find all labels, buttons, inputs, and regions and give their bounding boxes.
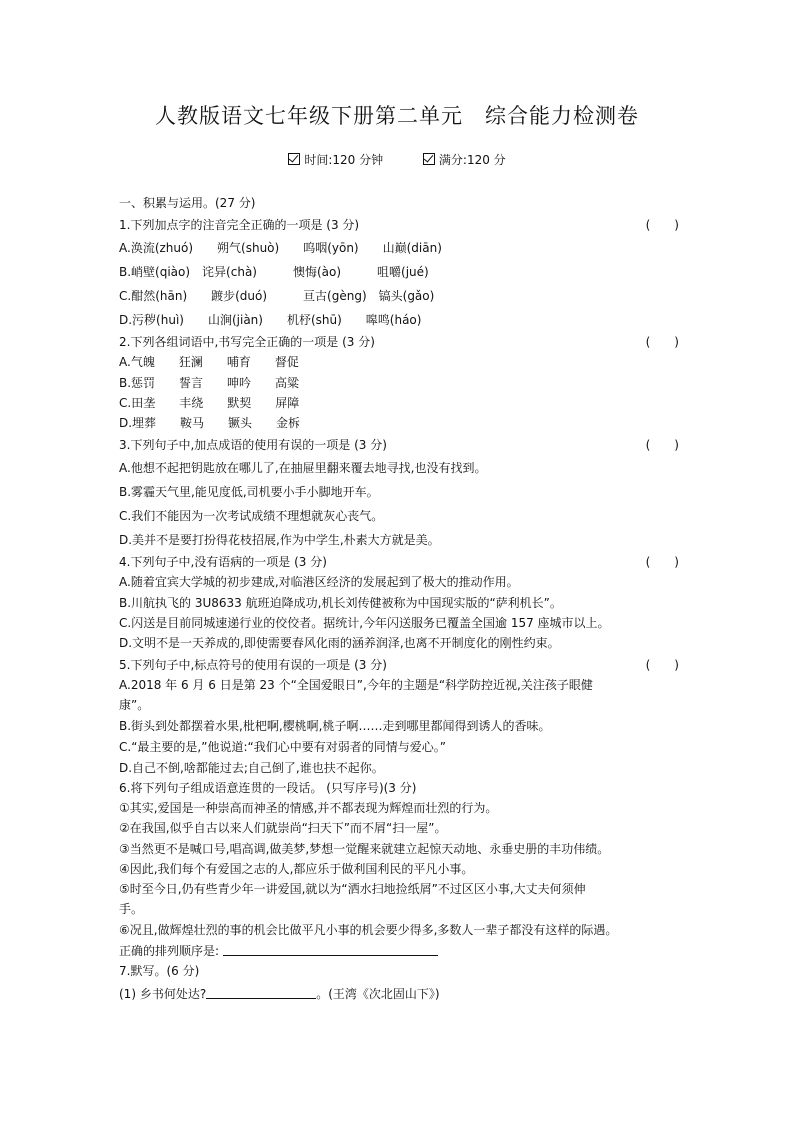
- question-2-stem: [119, 335, 679, 350]
- option-d: D.自己不倒,啥都能过去;自己倒了,谁也扶不起你。: [119, 761, 384, 775]
- option-d: D.污秽(huì) 山涧(jiàn) 机杼(shū) 嗥鸣(háo): [119, 313, 422, 327]
- question-1-stem: [119, 218, 679, 233]
- answer-blank[interactable]: [223, 943, 438, 956]
- option-d: D.美并不是要打扮得花枝招展,作为中学生,朴素大方就是美。: [119, 533, 440, 547]
- time-text: 时间:120 分钟: [304, 153, 384, 167]
- answer-parentheses: ( ): [645, 555, 679, 569]
- option-b: B.峭壁(qiào) 诧异(chà) 懊悔(ào) 咀嚼(jué): [119, 265, 429, 279]
- option-b: B.雾霾天气里,能见度低,司机要小手小脚地开车。: [119, 485, 379, 499]
- score-info: [423, 151, 506, 168]
- option-b: B.惩罚 誓言 呻吟 高粱: [119, 376, 300, 390]
- question-5-stem: [119, 658, 679, 673]
- option-c: C.我们不能因为一次考试成绩不理想就灰心丧气。: [119, 509, 384, 523]
- option-c: C.“最主要的是,”他说道:“我们心中要有对弱者的同情与爱心。”: [119, 740, 446, 754]
- question-text: 4.下列句子中,没有语病的一项是 (3 分): [119, 555, 327, 569]
- question-7-stem: 7.默写。(6 分): [119, 964, 200, 978]
- question-text: 3.下列句子中,加点成语的使用有误的一项是 (3 分): [119, 438, 387, 452]
- option-a: A.涣流(zhuó) 朔气(shuò) 呜咽(yōn) 山巅(diān): [119, 241, 442, 255]
- score-text: 满分:120 分: [438, 153, 506, 167]
- time-info: [288, 151, 383, 168]
- option-a: A.随着宜宾大学城的初步建成,对临港区经济的发展起到了极大的推动作用。: [119, 575, 519, 589]
- answer-line: [119, 943, 679, 959]
- sentence-1: ①其实,爱国是一种崇高而神圣的情感,并不都表现为辉煌而壮烈的行为。: [119, 801, 498, 815]
- answer-parentheses: ( ): [645, 438, 679, 452]
- exam-meta: [0, 151, 794, 168]
- option-d: D.埋葬 鞍马 镢头 金柝: [119, 416, 301, 430]
- answer-parentheses: ( ): [645, 658, 679, 672]
- option-c: C.酣然(hān) 踱步(duó) 亘古(gèng) 镐头(gǎo): [119, 289, 435, 303]
- sentence-5: ⑤时至今日,仍有些青少年一讲爱国,就以为“洒水扫地捡纸屑”不过区区小事,大丈夫何须伸: [119, 882, 586, 896]
- sentence-6: ⑥况且,做辉煌壮烈的事的机会比做平凡小事的机会要少得多,多数人一辈子都没有这样的际遇。: [119, 923, 618, 937]
- option-a-continued: 康”。: [119, 698, 150, 712]
- checkbox-icon: [423, 153, 435, 165]
- answer-label: 正确的排列顺序是:: [119, 944, 220, 958]
- option-a: A.气魄 狂澜 哺育 督促: [119, 355, 299, 369]
- option-a: A.他想不起把钥匙放在哪儿了,在抽屉里翻来覆去地寻找,也没有找到。: [119, 461, 487, 475]
- sentence-5-continued: 手。: [119, 902, 144, 916]
- question-6-stem: 6.将下列句子组成语意连贯的一段话。 (只写序号)(3 分): [119, 781, 417, 795]
- dictation-line-1: [119, 986, 679, 1002]
- option-c: C.田垄 丰绕 默契 屏障: [119, 396, 300, 410]
- dictation-suffix: 。(王湾《次北固山下》): [316, 987, 440, 1001]
- sentence-3: ③当然更不是喊口号,唱高调,做美梦,梦想一觉醒来就建立起惊天动地、永垂史册的丰功伟绩。: [119, 842, 610, 856]
- question-3-stem: [119, 438, 679, 453]
- fill-blank[interactable]: [206, 986, 316, 999]
- page-title: 人教版语文七年级下册第二单元 综合能力检测卷: [155, 104, 639, 128]
- question-text: 1.下列加点字的注音完全正确的一项是 (3 分): [119, 218, 360, 232]
- option-d: D.文明不是一天养成的,即使需要春风化雨的涵养润泽,也离不开制度化的刚性约束。: [119, 636, 560, 650]
- option-c: C.闪送是目前同城速递行业的佼佼者。据统计,今年闪送服务已覆盖全国逾 157 座城市以上。: [119, 616, 610, 630]
- question-4-stem: [119, 555, 679, 570]
- question-text: 5.下列句子中,标点符号的使用有误的一项是 (3 分): [119, 658, 387, 672]
- answer-parentheses: ( ): [645, 218, 679, 232]
- checkbox-icon: [288, 153, 300, 165]
- sentence-2: ②在我国,似乎自古以来人们就崇尚“扫天下”而不屑“扫一屋”。: [119, 821, 447, 835]
- dictation-prefix: (1) 乡书何处达?: [119, 987, 207, 1001]
- question-text: 2.下列各组词语中,书写完全正确的一项是 (3 分): [119, 335, 375, 349]
- option-b: B.街头到处都摆着水果,枇杷啊,樱桃啊,桃子啊……走到哪里都闻得到诱人的香味。: [119, 719, 551, 733]
- sentence-4: ④因此,我们每个有爱国之志的人,都应乐于做利国利民的平凡小事。: [119, 862, 474, 876]
- answer-parentheses: ( ): [645, 335, 679, 349]
- option-b: B.川航执飞的 3U8633 航班迫降成功,机长刘传健被称为中国现实版的“萨利机长”。: [119, 596, 562, 610]
- option-a: A.2018 年 6 月 6 日是第 23 个“全国爱眼日”,今年的主题是“科学防控近视,关注孩子眼健: [119, 678, 593, 692]
- section-heading: 一、积累与运用。(27 分): [119, 196, 256, 210]
